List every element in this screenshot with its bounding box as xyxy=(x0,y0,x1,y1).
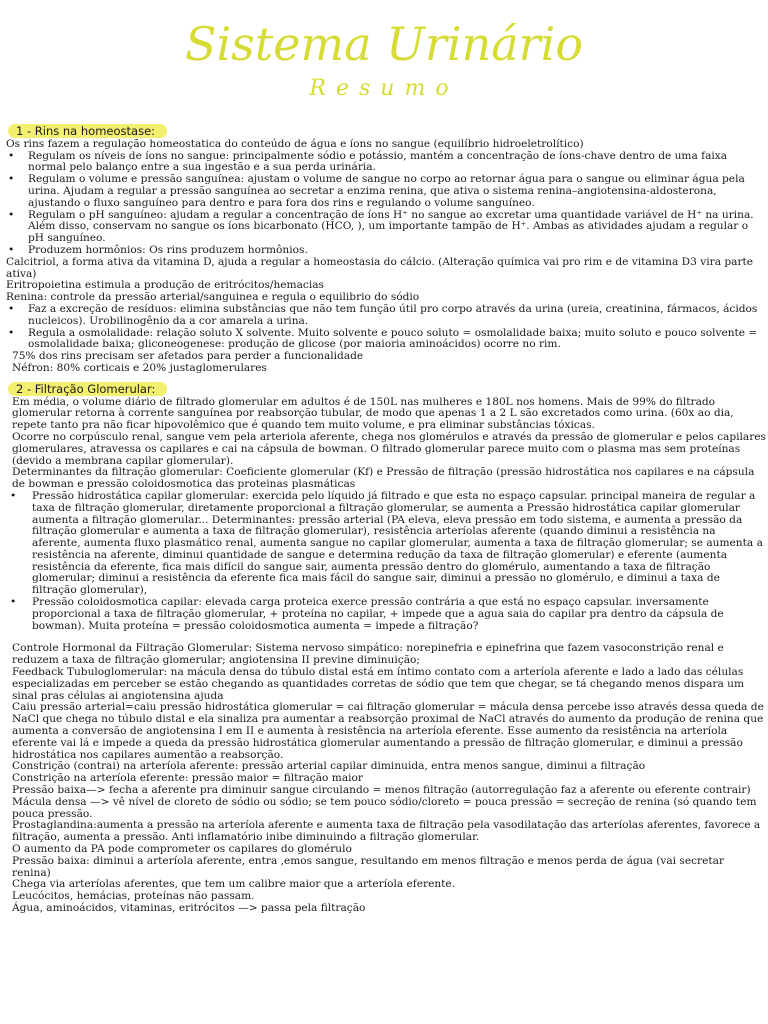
paragraph: Os rins fazem a regulação homeostatica do conteúdo de água e íons no sangue (equilíbrio hidroeletrolítico) xyxy=(6,137,584,150)
paragraph: Chega via arteríolas aferentes, que tem um calibre maior que a arteríola eferente. xyxy=(12,878,456,891)
list-item: • Regulam os níveis de íons no sangue: principalmente sódio e potássio, mantém a concentração de íons-chave dentro de uma faixa normal pelo balanço entre a sua ingestão e a sua perda urinária. xyxy=(6,151,766,175)
paragraph: Constrição (contrai) na arteríola aferente: pressão arterial capilar diminuida, entra menos sangue, diminui a filtração xyxy=(12,760,646,773)
list-item: • Regula a osmolalidade: relação soluto X solvente. Muito solvente e pouco soluto = osmolalidade baixa; muito soluto e pouco solvente = osmolalidade baixa; gliconeogenese: produção de glicose (por maioria aminoácidos) ocorre no rim. xyxy=(6,328,766,352)
list-item: • Regulam o pH sanguíneo: ajudam a regular a concentração de íons H⁺ no sangue ao excretar uma quantidade variável de H⁺ na urina. Além disso, conservam no sangue os íons bicarbonato (HCO, ), um importante tampão de H⁺. Ambas as atividades ajudam a regular o pH sanguíneo. xyxy=(6,210,766,245)
paragraph: Calcitriol, a forma ativa da vitamina D, ajuda a regular a homeostasia do cálcio. (Alteração química vai pro rim e de vitamina D3 vira parte ativa) xyxy=(6,255,754,280)
list-item: • Produzem hormônios: Os rins produzem hormônios. xyxy=(6,245,766,257)
list-item: • Pressão hidrostática capilar glomerular: exercida pelo líquido já filtrado e que esta no espaço capsular. principal maneira de regular a taxa de filtração glomerular, diretamente proporcional a filtração glomerular, se aumenta a Pressão hidrostática capilar glomerular aumenta a filtração glomerular... Determinantes: pressão arterial (PA eleva, eleva pressão em todo sistema, e aumenta a pressão da filtração glomerular e aumenta a taxa de filtração glomerular), resistência arteríolas aferente (quando diminui a resistência na aferente, aumenta fluxo plasmático renal, aumenta sangue no capilar glomerular, aumenta a taxa de filtração glomerular; se aumenta a resistência na aferente, diminui quantidade de sangue e determina redução da taxa de filtração glomerular) e eferente (aumenta resistência da eferente, fica mais difícil do sangue sair, aumenta pressão dentro do glomérulo, aumentando a taxa de filtração glomerular; diminui a resistência da eferente fica mais fácil do sangue sair, diminui a pressão no glomérulo, e diminui a taxa de filtração glomerular), xyxy=(6,491,766,597)
paragraph: Controle Hormonal da Filtração Glomerular: Sistema nervoso simpático: norepinefria e epinefrina que fazem vasoconstrição renal e reduzem a taxa de filtração glomerular; angiotensina II previne diminuição; xyxy=(12,642,724,667)
paragraph: Pressão baixa: diminui a arteríola aferente, entra ,emos sangue, resultando em menos filtração e menos perda de água (vai secretar renina) xyxy=(12,854,725,879)
list-item: • Faz a excreção de resíduos: elimina substâncias que não tem função útil pro corpo através da urina (ureia, creatinina, fármacos, ácidos nucleicos). Urobilinogênio da a cor amarela a urina. xyxy=(6,304,766,328)
paragraph: 75% dos rins precisam ser afetados para perder a funcionalidade xyxy=(12,350,364,363)
paragraph: Prostaglandina:aumenta a pressão na arteríola aferente e aumenta taxa de filtração pela vasodilatação das arteríolas aferentes, favorece a filtração, aumenta a pressão. Anti inflamatório inibe diminuindo a filtração glomerular. xyxy=(12,819,761,844)
paragraph: Em média, o volume diário de filtrado glomerular em adultos é de 150L nas mulheres e 180L nos homens. Mais de 99% do filtrado glomerular retorna à corrente sanguínea por reabsorção tubular, de modo que apenas 1 a 2 L são excretados como urina. (60x ao dia, repete tanto pra não ficar hipovolêmico que é quando tem muito volume, e pra eliminar substâncias tóxicas. xyxy=(12,395,734,432)
paragraph: Caiu pressão arterial=caiu pressão hidrostática glomerular = cai filtração glomerular = mácula densa percebe isso através dessa queda de NaCl que chega no túbulo distal e ela sinaliza pra aumentar a reabsorção proximal de NaCl através do aumento da produção de renina que aumenta a conversão de angiotensina I em II e aumenta à resistência na arteríola eferente. Esse aumento da resistência na arteríola eferente vai lá e impede a queda da pressão hidrostática glomerular aumentando a pressão de filtração glomerular, e diminui a pressão hidrostática nos capilares aumentão a reabsorção. xyxy=(12,701,764,761)
paragraph: Eritropoietina estimula a produção de eritrócitos/hemacias xyxy=(6,279,324,292)
paragraph: Pressão baixa—> fecha a aferente pra diminuir sangue circulando = menos filtração (autorregulação faz a aferente ou eferente contrair) xyxy=(12,784,751,797)
page-subtitle: Resumo xyxy=(309,76,459,101)
paragraph: Água, aminoácidos, vitaminas, eritrócitos —> passa pela filtração xyxy=(12,902,366,914)
paragraph: Renina: controle da pressão arterial/sanguinea e regula o equilibrio do sódio xyxy=(6,291,420,304)
page-title: Sistema Urinário xyxy=(184,17,584,71)
paragraph: Leucócitos, hemácias, proteínas não passam. xyxy=(12,890,255,903)
section-heading-rins: 1 - Rins na homeostase: xyxy=(8,124,167,138)
list-item: • Regulam o volume e pressão sanguínea: ajustam o volume de sangue no corpo ao retornar água para o sangue ou eliminar água pela urina. Ajudam a regular a pressão sanguínea ao secretar a enzima renina, que ativa o sistema renina–angiotensina-aldosterona, ajustando o fluxo sanguíneo para dentro e para fora dos rins e regulando o volume sanguíneo. xyxy=(6,174,766,209)
document-body xyxy=(6,124,766,915)
paragraph: O aumento da PA pode comprometer os capilares do glomérulo xyxy=(12,843,352,856)
paragraph: Constrição na arteríola eferente: pressão maior = filtração maior xyxy=(12,772,363,785)
paragraph: Ocorre no corpúsculo renal, sangue vem pela arteriola aferente, chega nos glomérulos e através da pressão de glomerular e pelos capilares glomerulares, atravessa os capilares e cai na cápsula de bowman. O filtrado glomerular parece muito com o plasma mas sem proteínas (devido a membrana capilar glomerular). xyxy=(12,430,766,467)
paragraph: Feedback Tubuloglomerular: na mácula densa do túbulo distal está em íntimo contato com a arteríola aferente e lado a lado das células especializadas em perceber se estão chegando as quantidades corretas de sódio que tem que chegar, se tá chegando menos dispara um sinal pras células ai angiotensina ajuda xyxy=(12,666,745,702)
paragraph: Néfron: 80% corticais e 20% justaglomerulares xyxy=(12,361,267,374)
list-item: • Pressão coloidosmotica capilar: elevada carga proteica exerce pressão contrária a que está no espaço capsular. inversamente proporcional a taxa de filtração glomerular, + proteína no capilar, + impede que a agua saia do capilar pra dentro da cápsula de bowman). Muita proteína = pressão coloidosmotica aumenta = impede a filtração? xyxy=(6,597,766,632)
paragraph: Mácula densa —> vê nível de cloreto de sódio ou sódio; se tem pouco sódio/cloreto = pouca pressão = secreção de renina (só quando tem pouca pressão. xyxy=(12,795,757,820)
section-heading-filtracao: 2 - Filtração Glomerular: xyxy=(8,382,167,396)
paragraph: Determinantes da filtração glomerular: Coeficiente glomerular (Kf) e Pressão de filtração (pressão hidrostática nos capilares e na cápsula de bowman e pressão coloidosmotica das proteinas plasmáticas xyxy=(12,466,755,491)
